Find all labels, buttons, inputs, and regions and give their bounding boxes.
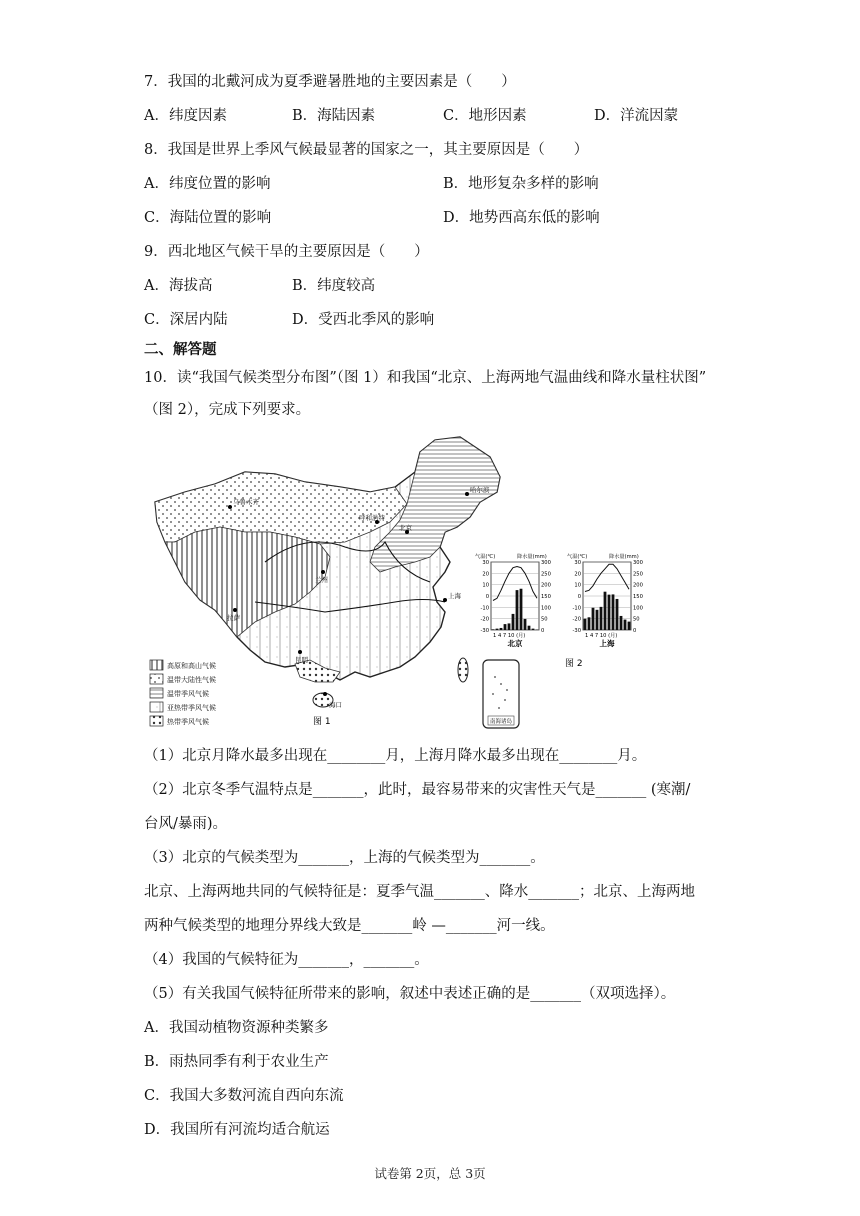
climate-figure	[145, 432, 725, 732]
shanghai-temp-tick: -20	[572, 616, 581, 623]
shanghai-precip-tick: 50	[633, 616, 640, 623]
q10-sub4: （4）我国的气候特征为_______，_______。	[144, 952, 429, 968]
beijing-precip-bar	[524, 619, 527, 630]
city-label-lanzhou: 兰州	[315, 576, 328, 584]
q10-option-b[interactable]: B．雨热同季有利于农业生产	[144, 1054, 329, 1070]
city-label-beijing: 北京	[399, 524, 412, 532]
shanghai-precip-tick: 0	[633, 628, 637, 634]
legend-temperate-monsoon: 温带季风气候	[167, 690, 209, 698]
q9-option-d[interactable]: D．受西北季风的影响	[292, 312, 435, 328]
shanghai-precip-bar	[616, 599, 619, 630]
city-label-lhasa: 拉萨	[227, 614, 240, 622]
page-footer: 试卷第 2页，总 3页	[374, 1166, 486, 1181]
city-label-hohhot: 呼和浩特	[359, 514, 385, 522]
shanghai-month-ticks: 1 4 7 10 (月)	[585, 633, 618, 639]
fig2-label: 图 2	[565, 659, 583, 669]
q7-stem: 7．我国的北戴河成为夏季避暑胜地的主要因素是（ ）	[144, 74, 516, 90]
city-label-shanghai: 上海	[448, 592, 461, 600]
shanghai-chart-title: 上海	[599, 639, 615, 648]
inset-label: 南海诸岛	[489, 719, 513, 725]
beijing-temp-tick: 20	[482, 571, 489, 578]
q9-option-b[interactable]: B．纬度较高	[292, 278, 376, 294]
south-sea-inset	[483, 660, 519, 728]
shanghai-precip-bar	[600, 607, 603, 630]
beijing-precip-bar	[512, 614, 515, 630]
beijing-precip-tick: 150	[541, 594, 551, 600]
q9-stem: 9．西北地区气候干旱的主要原因是（ ）	[144, 244, 429, 260]
beijing-precip-bar	[520, 589, 523, 630]
q10-sub3b-line2: 两种气候类型的地理分界线大致是_______岭 —_______河一线。	[144, 918, 555, 934]
beijing-precip-tick: 300	[541, 560, 551, 566]
shanghai-precip-bar	[620, 616, 623, 630]
q10-sub1: （1）北京月降水最多出现在________月，上海月降水最多出现在________月。	[144, 748, 647, 764]
beijing-precip-tick: 200	[541, 582, 551, 589]
shanghai-temp-tick: -30	[572, 628, 581, 634]
fig1-label: 图 1	[313, 717, 331, 727]
legend-temperate-continental: 温带大陆性气候	[167, 676, 216, 684]
beijing-precip-tick: 100	[541, 605, 551, 612]
city-label-kunming: 昆明	[295, 656, 308, 664]
q9-option-a[interactable]: A．海拔高	[144, 278, 213, 294]
shanghai-precip-bar	[624, 620, 627, 630]
q8-option-b[interactable]: B．地形复杂多样的影响	[443, 176, 599, 192]
shanghai-temp-tick: 30	[574, 560, 581, 566]
shanghai-climate-chart	[567, 552, 643, 648]
q10-option-c[interactable]: C．我国大多数河流自西向东流	[144, 1088, 344, 1104]
beijing-climate-chart	[475, 552, 551, 648]
q10-option-a[interactable]: A．我国动植物资源种类繁多	[144, 1020, 329, 1036]
beijing-temp-tick: 0	[485, 594, 489, 600]
q8-option-d[interactable]: D．地势西高东低的影响	[443, 210, 600, 226]
shanghai-precip-tick: 100	[633, 605, 643, 612]
shanghai-precip-bar	[604, 592, 607, 630]
city-label-haikou: 海口	[329, 701, 342, 709]
q8-option-a[interactable]: A．纬度位置的影响	[144, 176, 271, 192]
beijing-precip-bar	[504, 624, 507, 630]
shanghai-precip-bar	[596, 610, 599, 630]
beijing-precip-tick: 0	[541, 628, 545, 634]
beijing-temp-tick: -20	[480, 616, 489, 623]
beijing-precip-bar	[528, 626, 531, 630]
beijing-chart-title: 北京	[507, 639, 523, 648]
beijing-temp-tick: 30	[482, 560, 489, 566]
beijing-temp-tick: -10	[480, 605, 489, 612]
beijing-precip-bar	[496, 629, 499, 630]
q10-option-d[interactable]: D．我国所有河流均适合航运	[144, 1122, 330, 1138]
q9-option-c[interactable]: C．深居内陆	[144, 312, 228, 328]
q7-option-b[interactable]: B．海陆因素	[292, 108, 376, 124]
q10-sub2-line2: 台风/暴雨)。	[144, 816, 228, 832]
q10-sub2-line1: （2）北京冬季气温特点是_______，此时，最容易带来的灾害性天气是_______ (寒潮/	[144, 782, 691, 798]
map-legend	[150, 660, 216, 726]
q10-sub5: （5）有关我国气候特征所带来的影响，叙述中表述正确的是_______（双项选择）。	[144, 986, 676, 1002]
beijing-precip-bar	[500, 628, 503, 630]
beijing-precip-bar	[532, 629, 535, 630]
shanghai-precip-axis-label: 降水量(mm)	[609, 554, 639, 560]
q8-stem: 8．我国是世界上季风气候最显著的国家之一，其主要原因是（ ）	[144, 142, 589, 158]
city-label-harbin: 哈尔滨	[470, 486, 490, 494]
legend-plateau: 高原和高山气候	[167, 662, 216, 670]
beijing-temp-tick: -30	[480, 628, 489, 634]
shanghai-temp-tick: -10	[572, 605, 581, 612]
shanghai-precip-bar	[628, 622, 631, 630]
q8-option-c[interactable]: C．海陆位置的影响	[144, 210, 272, 226]
map-taiwan	[458, 658, 468, 682]
shanghai-precip-bar	[608, 595, 611, 630]
beijing-precip-bar	[516, 590, 519, 630]
beijing-precip-tick: 50	[541, 616, 548, 623]
q7-option-a[interactable]: A．纬度因素	[144, 108, 227, 124]
legend-subtropical-monsoon: 亚热带季风气候	[167, 704, 216, 712]
shanghai-temp-tick: 10	[574, 582, 581, 589]
shanghai-precip-tick: 250	[633, 571, 643, 578]
beijing-temp-axis-label: 气温(℃)	[475, 554, 496, 560]
shanghai-precip-bar	[612, 594, 615, 630]
shanghai-precip-tick: 300	[633, 560, 643, 566]
beijing-month-ticks: 1 4 7 10 (月)	[493, 633, 526, 639]
shanghai-precip-bar	[588, 617, 591, 630]
q10-sub3b-line1: 北京、上海两地共同的气候特征是：夏季气温_______、降水_______；北京、上海两地	[144, 884, 695, 900]
q10-sub3: （3）北京的气候类型为_______，上海的气候类型为_______。	[144, 850, 545, 866]
shanghai-temp-axis-label: 气温(℃)	[567, 554, 588, 560]
shanghai-precip-tick: 200	[633, 582, 643, 589]
shanghai-precip-bar	[592, 608, 595, 630]
section-heading: 二、解答题	[144, 341, 217, 358]
shanghai-precip-tick: 150	[633, 594, 643, 600]
q10-stem-line1: 10．读“我国气候类型分布图”（图 1）和我国“北京、上海两地气温曲线和降水量柱状图”	[144, 370, 707, 386]
legend-tropical-monsoon: 热带季风气候	[167, 718, 209, 726]
q7-option-d[interactable]: D．洋流因蒙	[594, 108, 679, 124]
beijing-precip-bar	[492, 629, 495, 630]
shanghai-temp-tick: 0	[577, 594, 581, 600]
beijing-precip-tick: 250	[541, 571, 551, 578]
shanghai-temp-tick: 20	[574, 571, 581, 578]
q7-option-c[interactable]: C．地形因素	[443, 108, 527, 124]
beijing-temp-tick: 10	[482, 582, 489, 589]
city-label-urumqi: 乌鲁木齐	[233, 498, 259, 506]
beijing-precip-bar	[508, 623, 511, 630]
beijing-precip-axis-label: 降水量(mm)	[517, 554, 547, 560]
shanghai-precip-bar	[584, 619, 587, 630]
q10-stem-line2: （图 2），完成下列要求。	[144, 402, 311, 418]
climate-figure-svg	[145, 432, 725, 732]
